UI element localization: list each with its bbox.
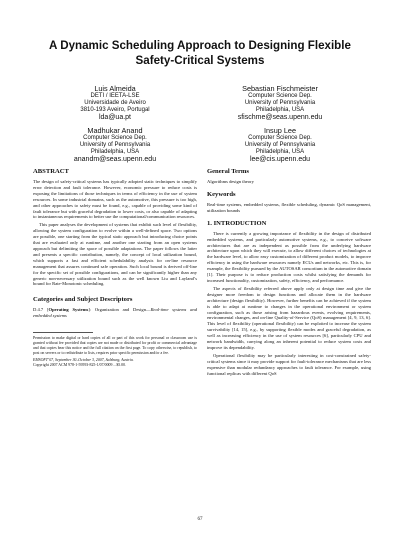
categories-text — [33, 307, 197, 319]
author-affiliation: Computer Science Dep. — [248, 135, 312, 141]
introduction-paragraph: There is currently a growing importance of flexibility in the design of distributed embedded systems, and particularly automotive systems, e.g., to conceive software architectures that are as independent as possible from the underlying hardware architecture upon which they will execute, to allow different choices of technologies at the hardware level, to allow easy customization of different product models, to improve efficiency in using the hardware resources namely ECUs and networks, etc. This is, for example, the flexibility pursued by the AUTOSAR consortium in the automotive domain [1]. Their purpose is to reduce production costs whilst satisfying the demands for increased functionality, customization, safety, efficiency, and performance. — [207, 230, 371, 283]
keywords-heading: Keywords — [207, 190, 236, 198]
author-address: 3810-193 Aveiro, Portugal — [80, 107, 150, 113]
categories-term: Operating Systems — [48, 307, 89, 313]
copyright-line: Copyright 2007 ACM 978-1-59593-825-1/07/0009 ...$5.00. — [33, 362, 127, 367]
author-block — [40, 84, 190, 122]
author-block — [40, 126, 190, 164]
author-name: Insup Lee — [263, 126, 297, 135]
paper-title — [20, 38, 380, 68]
author-address: Philadelphia, USA — [90, 149, 140, 155]
title-line-2: Safety-Critical Systems — [135, 54, 265, 67]
venue-text: EMSOFT’07, September 30–October 3, 2007, Salzburg, Austria. — [33, 357, 134, 362]
footnote-rule — [33, 332, 93, 333]
introduction-heading: 1. INTRODUCTION — [207, 219, 267, 227]
author-email: anandm@seas.upenn.edu — [73, 156, 157, 163]
author-block — [205, 126, 355, 164]
author-affiliation: Universidade de Aveiro — [84, 100, 146, 106]
author-affiliation: University of Pennsylvania — [244, 100, 316, 106]
general-terms-text: Algorithms design theory — [207, 179, 254, 184]
author-affiliation: Computer Science Dep. — [83, 135, 147, 141]
categories-subject: Real-time systems and embedded systems — [33, 307, 197, 319]
author-affiliation: DETI / IEETA-LSE — [90, 93, 140, 99]
author-address: Philadelphia, USA — [255, 149, 305, 155]
categories-path: ]: Organization and Design— — [88, 307, 151, 313]
abstract-heading: ABSTRACT — [33, 168, 69, 175]
author-email: lda@ua.pt — [98, 114, 132, 121]
author-name: Sebastian Fischmeister — [242, 84, 318, 93]
categories-code: D.4.7 [ — [33, 307, 49, 313]
abstract-paragraph: This paper analyses the development of systems that exhibit such level of flexibility, allowing the system configuration to evolve within a well-defined space. Two options are possible, one starting from the typical static approach but introducing choice points that are evaluated only at runtime, and another one starting from an open systems approach but delimiting the space of possible adaptations. The paper follows the latter and presents a specific contribution, namely, the concept of local utilization bound, which supports a fast and efficient schedulability analysis for on-line resource management that assures continued safe operation. Such local bound is derived off-line for the specific set of possible configurations, and can be significantly higher than any generic non-necessary utilization bound such as the well known Liu and Layland’s bound for Rate-Monotonic scheduling. — [33, 222, 197, 287]
right-column — [207, 168, 371, 378]
left-column — [33, 168, 197, 370]
general-terms-heading: General Terms — [207, 168, 249, 175]
author-address: Philadelphia, USA — [255, 107, 305, 113]
introduction-paragraph: Operational flexibility may be particularly interesting in cost-constrained safety-critical systems since it may provide support for fault-tolerance mechanisms that are less expensive than modular redundancy approaches to fault tolerance. For example, using functional replicas with different QoS — [207, 352, 371, 376]
author-name: Luis Almeida — [94, 84, 136, 93]
author-email: sfischme@seas.upenn.edu — [237, 114, 323, 121]
author-affiliation: University of Pennsylvania — [244, 142, 316, 148]
author-affiliation: University of Pennsylvania — [79, 142, 151, 148]
permission-notice: Permission to make digital or hard copies of all or part of this work for personal or classroom use is granted without fee provided that copies are not made or distributed for profit or commercial advantage and that copies bear this notice and the full citation on the first page. To copy otherwise, to republish, to post on servers or to redistribute to lists, requires prior specific permission and/or a fee. — [33, 336, 197, 355]
author-email: lee@cis.upenn.edu — [249, 156, 311, 163]
introduction-paragraph: The aspects of flexibility referred above apply only at design time and give the designer more freedom to design functions and allocate them in the hardware architecture (design flexibility). However, further benefits can be achieved if the system is able to adapt at runtime to changes in the operational environment or system configuration, such as those arising from hazardous events, evolving requirements, environmental changes, and on-line Quality-of-Service (QoS) management [4, 9, 13, 6]. This level of flexibility (operational flexibility) can be exploited to increase the system survivability [14, 15], e.g., by supporting flexible modes and graceful degradation, as well as increasing efficiency in the use of system resources [6], particularly CPU and network bandwidth, carrying along an inherent potential to reduce system costs and improve its dependability. — [207, 285, 371, 350]
keywords-text: Real-time systems, embedded systems, flexible scheduling, dynamic QoS management, utilization bounds — [207, 201, 371, 213]
page-number: 67 — [197, 517, 203, 522]
categories-heading: Categories and Subject Descriptors — [33, 296, 133, 304]
author-affiliation: Computer Science Dep. — [248, 93, 312, 99]
author-block — [205, 84, 355, 122]
title-line-1: A Dynamic Scheduling Approach to Designing Flexible — [49, 39, 351, 52]
abstract-paragraph: The design of safety-critical systems has typically adopted static techniques to simplify error detection and fault tolerance. However, economic pressure to reduce costs is exposing the limitations of those techniques in terms of efficiency in the use of system resources. In some industrial domains, such as the automotive, this pressure is too high, and other approaches to safety must be found, e.g., capable of providing some kind of fault tolerance but with graceful degradation to lower costs, or also capable of adapting to instantaneous requirements to better use the computational/communication resources. — [33, 179, 197, 220]
author-name: Madhukar Anand — [87, 126, 143, 135]
